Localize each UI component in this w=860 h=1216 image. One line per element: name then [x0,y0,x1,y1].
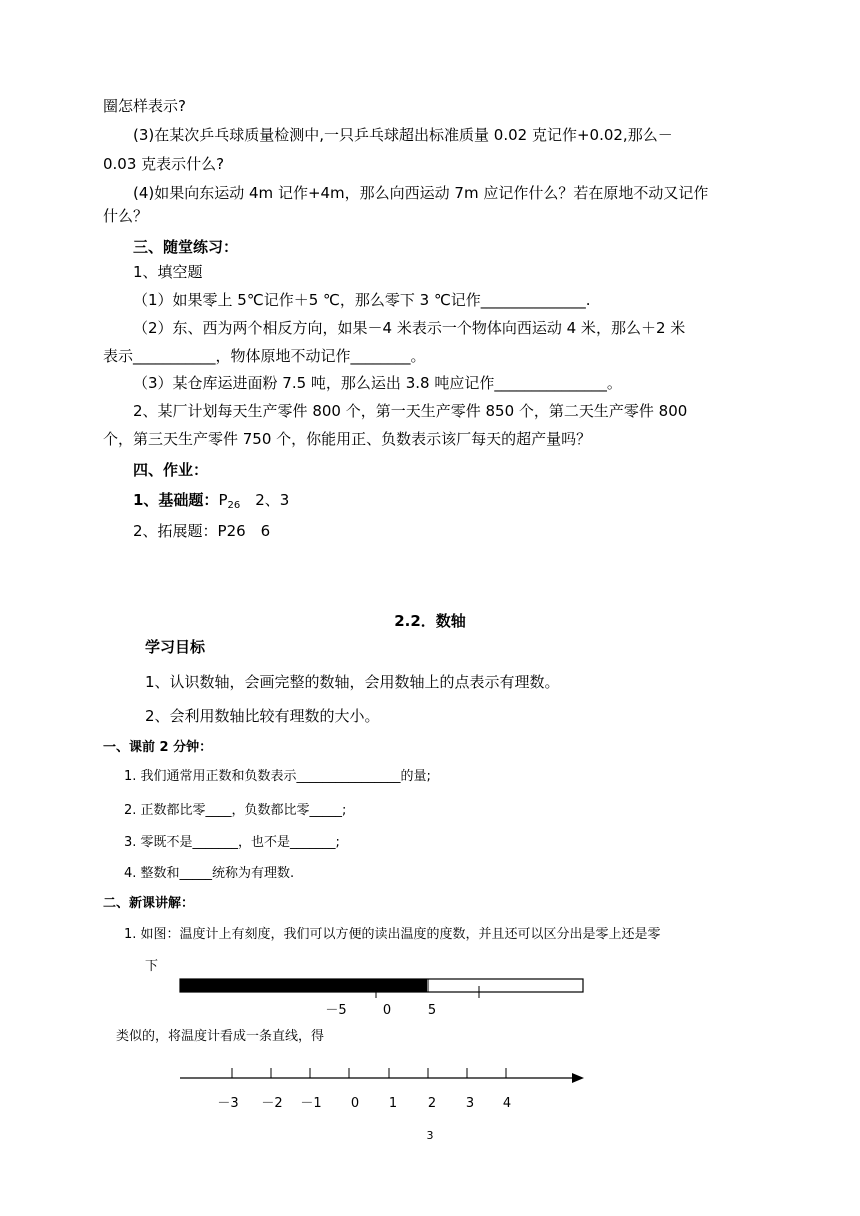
thermometer-label: －5 [325,1003,347,1018]
thermometer-figure [180,979,583,998]
new-lesson-heading: 二、新课讲解： [103,896,195,911]
homework-basic-label: 1、基础题： [133,491,219,509]
page-ref: P [218,491,228,509]
thermometer-label: 5 [427,1003,437,1018]
section-title: 2.2．数轴 [394,612,466,630]
axis-label: 2 [427,1096,437,1111]
axis-label: 0 [350,1096,360,1111]
axis-arrow [572,1073,584,1083]
thermometer-outline [180,979,583,992]
homework-heading: 四、作业： [133,461,209,479]
axis-label: 1 [388,1096,398,1111]
goal-1: 1、认识数轴，会画完整的数轴，会用数轴上的点表示有理数。 [145,673,560,691]
practice-q4: 2、某厂计划每天生产零件 800 个，第一天生产零件 850 个，第二天生产零件 800 [133,402,688,420]
text-line: 0.03 克表示什么? [103,155,225,173]
thermometer-label: 0 [382,1003,392,1018]
new-lesson-item-1: 1. 如图：温度计上有刻度，我们可以方便的读出温度的度数，并且还可以区分出是零上还是零 [124,927,661,942]
fill-in-title: 1、填空题 [133,263,203,281]
goals-heading: 学习目标 [145,638,206,656]
pre-class-item-4: 4. 整数和_____统称为有理数. [124,866,295,881]
pre-class-item-2: 2. 正数都比零____，负数都比零_____; [124,803,347,818]
axis-label: 3 [465,1096,475,1111]
homework-basic-items: 2、3 [240,491,290,509]
thermometer-fill [180,979,427,992]
text-line: 圈怎样表示? [103,97,186,115]
question-4: (4)如果向东运动 4m 记作+4m，那么向西运动 7m 应记作什么？若在原地不动又记作 [133,184,709,202]
axis-label: 4 [502,1096,512,1111]
goal-2: 2、会利用数轴比较有理数的大小。 [145,707,380,725]
practice-heading: 三、随堂练习： [133,238,239,256]
axis-label: －1 [300,1096,322,1111]
practice-q2-cont: 表示___________，物体原地不动记作________。 [103,347,426,365]
axis-label: －2 [261,1096,283,1111]
practice-q2: （2）东、西为两个相反方向，如果－4 米表示一个物体向西运动 4 米，那么＋2 米 [133,319,686,337]
similar-text: 类似的，将温度计看成一条直线，得 [116,1029,325,1044]
page-number: 3 [426,1129,434,1142]
homework-basic [133,490,289,516]
number-axis-figure [180,1068,584,1083]
practice-q4-cont: 个，第三天生产零件 750 个，你能用正、负数表示该厂每天的超产量吗？ [103,430,592,448]
new-lesson-item-1-cont: 下 [145,959,159,974]
text-line: 什么？ [103,207,149,225]
pre-class-item-1: 1. 我们通常用正数和负数表示________________的量; [124,769,431,784]
axis-label: －3 [217,1096,239,1111]
question-3: (3)在某次乒乓球质量检测中,一只乒乓球超出标准质量 0.02 克记作+0.02,那么－ [133,126,673,144]
practice-q3: （3）某仓库运进面粉 7.5 吨，那么运出 3.8 吨应记作_______________。 [133,374,622,392]
pre-class-heading: 一、课前 2 分钟： [103,740,213,755]
page-ref-subscript: 26 [227,500,241,511]
practice-q1: （1）如果零上 5℃记作＋5 ℃，那么零下 3 ℃记作______________. [133,291,591,309]
homework-extension: 2、拓展题：P26 6 [133,522,271,540]
pre-class-item-3: 3. 零既不是_______，也不是_______; [124,835,340,850]
